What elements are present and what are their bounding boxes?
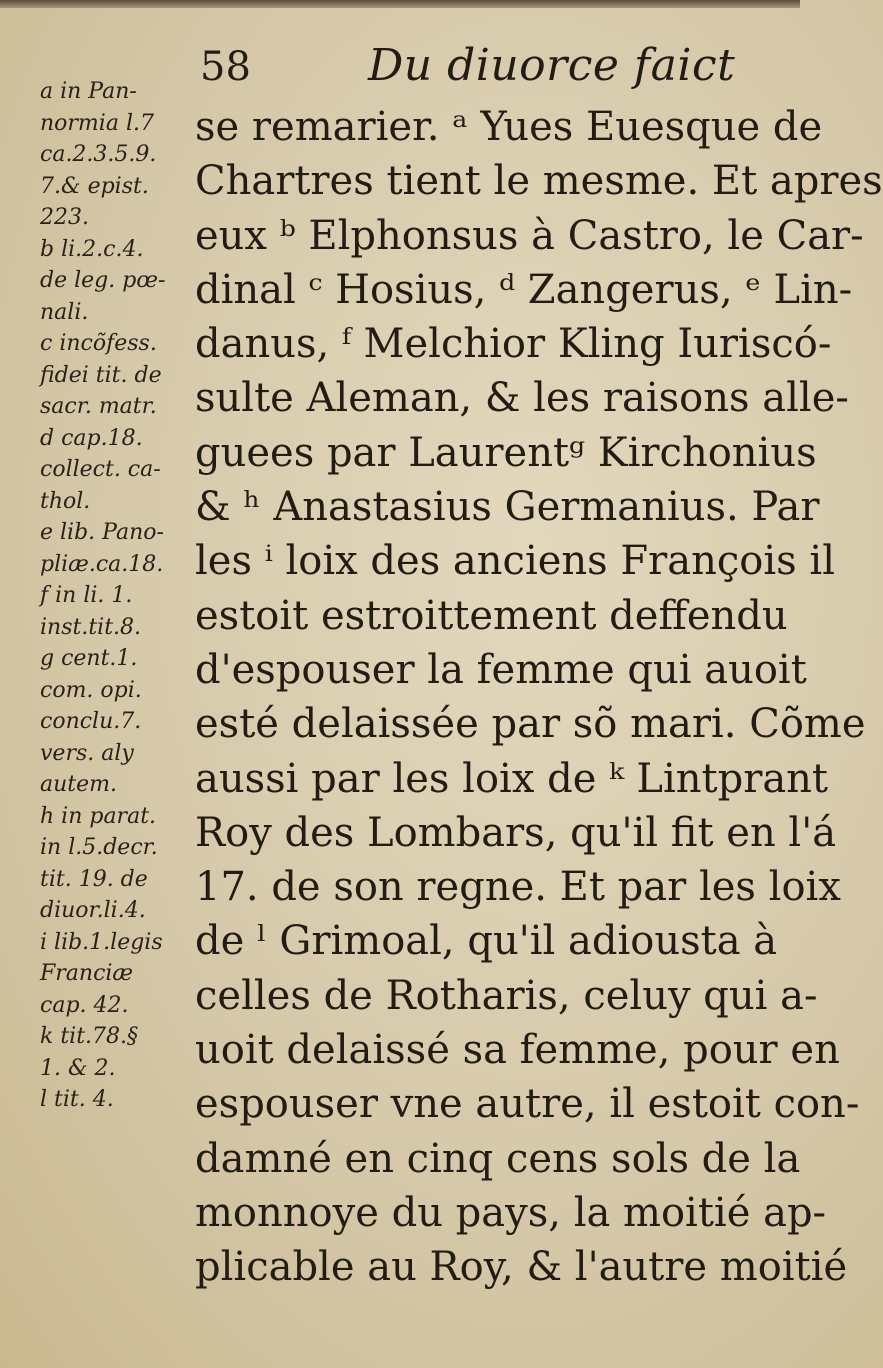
text-line: les ⁱ loix des anciens François il bbox=[195, 538, 835, 585]
page-header bbox=[200, 36, 790, 96]
margin-note: in l.5.decr. bbox=[40, 835, 158, 860]
page-top-edge bbox=[0, 0, 800, 8]
text-line: estoit estroittement deffendu bbox=[195, 592, 788, 639]
text-line: damné en cinq cens sols de la bbox=[195, 1135, 801, 1182]
margin-note: fidei tit. de bbox=[40, 362, 162, 388]
text-line: danus, ᶠ Melchior Kling Iuriscó- bbox=[195, 321, 832, 368]
text-line: sulte Aleman, & les raisons alle- bbox=[195, 375, 849, 422]
text-line: esté delaissée par sõ mari. Cõme bbox=[195, 701, 866, 748]
margin-note: inst.tit.8. bbox=[40, 614, 142, 640]
text-line: dinal ᶜ Hosius, ᵈ Zangerus, ᵉ Lin- bbox=[195, 266, 853, 313]
text-line: & ʰ Anastasius Germanius. Par bbox=[195, 484, 820, 531]
margin-note: tit. 19. de bbox=[40, 866, 148, 892]
margin-note: k tit.78.§ bbox=[40, 1024, 139, 1049]
margin-note: conclu.7. bbox=[40, 709, 142, 734]
margin-note: h in parat. bbox=[40, 803, 157, 829]
text-line: 17. de son regne. Et par les loix bbox=[195, 864, 841, 911]
margin-note: normia l.7 bbox=[40, 110, 154, 136]
margin-note: thol. bbox=[40, 488, 91, 514]
running-title: Du diuorce faict bbox=[368, 40, 736, 91]
text-line: uoit delaissé sa femme, pour en bbox=[195, 1027, 840, 1074]
margin-note: d cap.18. bbox=[40, 425, 143, 451]
margin-note: Franciæ bbox=[40, 961, 134, 986]
margin-note: collect. ca- bbox=[40, 457, 161, 482]
margin-note: cap. 42. bbox=[40, 992, 129, 1018]
margin-note: vers. aly bbox=[40, 740, 134, 766]
text-line: se remarier. ᵃ Yues Euesque de bbox=[195, 104, 823, 150]
margin-note: com. opi. bbox=[40, 677, 142, 703]
text-line: espouser vne autre, il estoit con- bbox=[195, 1081, 860, 1128]
margin-note: b li.2.c.4. bbox=[40, 236, 144, 262]
margin-note: de leg. pœ- bbox=[40, 268, 166, 293]
page-number: 58 bbox=[200, 44, 251, 90]
margin-notes bbox=[40, 76, 190, 1116]
margin-note: 7.& epist. bbox=[40, 173, 149, 199]
margin-note: e lib. Pano- bbox=[40, 520, 164, 545]
text-line: celles de Rotharis, celuy qui a- bbox=[195, 972, 818, 1019]
margin-note: g cent.1. bbox=[40, 646, 138, 671]
margin-note: diuor.li.4. bbox=[40, 898, 146, 923]
margin-note: 1. & 2. bbox=[40, 1055, 116, 1081]
text-line: de ˡ Grimoal, qu'il adiousta à bbox=[195, 918, 778, 965]
margin-note: c incõfess. bbox=[40, 331, 157, 356]
margin-note: f in li. 1. bbox=[40, 583, 133, 608]
text-line: monnoye du pays, la moitié ap- bbox=[195, 1189, 827, 1236]
margin-note: 223. bbox=[40, 205, 89, 230]
margin-note: sacr. matr. bbox=[40, 394, 157, 419]
margin-note: autem. bbox=[40, 772, 117, 797]
text-line: plicable au Roy, & l'autre moitié bbox=[195, 1244, 848, 1291]
margin-note: pliæ.ca.18. bbox=[40, 551, 164, 577]
text-line: Roy des Lombars, qu'il fit en l'á bbox=[195, 809, 837, 856]
text-line: d'espouser la femme qui auoit bbox=[195, 646, 807, 693]
margin-note: a in Pan- bbox=[40, 79, 137, 104]
text-line: eux ᵇ Elphonsus à Castro, le Car- bbox=[195, 212, 864, 259]
margin-note: l tit. 4. bbox=[40, 1087, 114, 1112]
body-text bbox=[195, 100, 883, 1295]
text-line: guees par Laurentᵍ Kirchonius bbox=[195, 429, 817, 476]
text-line: aussi par les loix de ᵏ Lintprant bbox=[195, 755, 829, 802]
margin-note: i lib.1.legis bbox=[40, 929, 163, 955]
text-line: Chartres tient le mesme. Et apres bbox=[195, 158, 883, 205]
margin-note: nali. bbox=[40, 299, 89, 325]
margin-note: ca.2.3.5.9. bbox=[40, 142, 157, 167]
